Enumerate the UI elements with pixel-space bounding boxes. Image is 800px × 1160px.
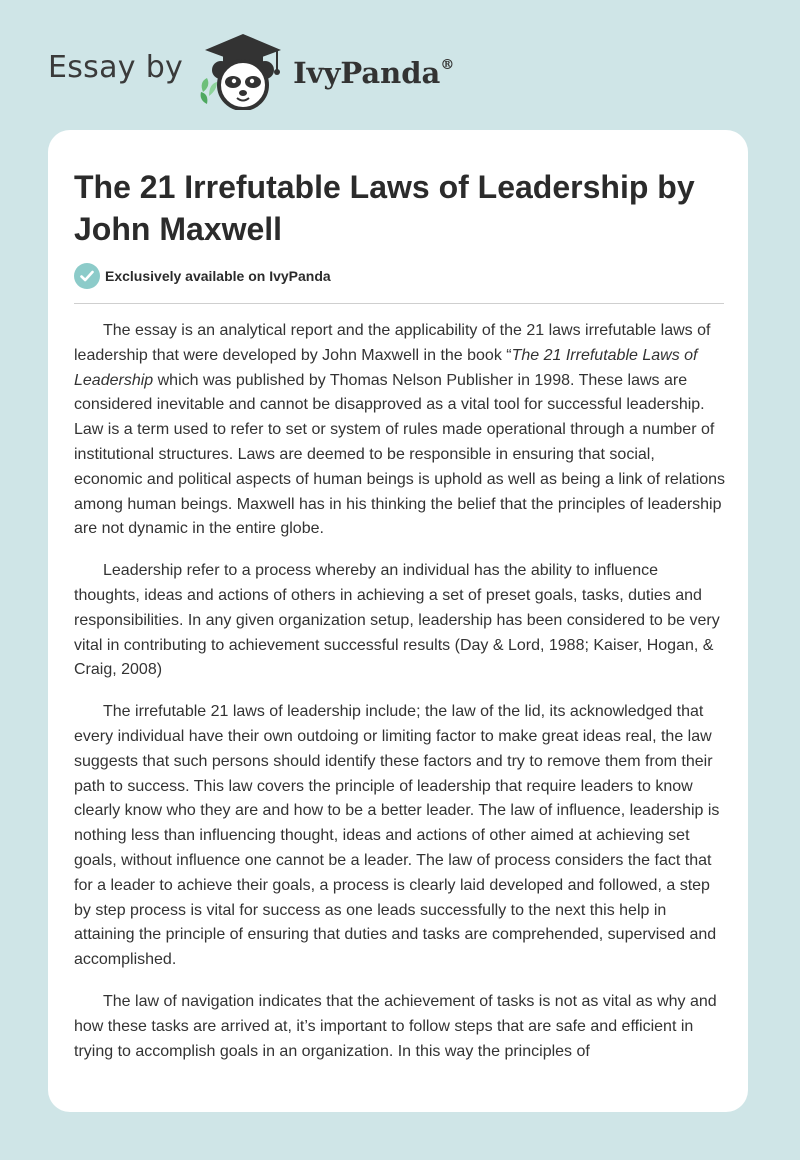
essay-title: The 21 Irrefutable Laws of Leadership by John Maxwell [74,169,695,247]
panda-logo-icon[interactable] [197,30,289,110]
paragraph-4: The law of navigation indicates that the achievement of tasks is not as vital as why and how these tasks are arrived at, it’s important to follow steps that are safe and efficient in trying to accomplish goals in an organization. In this way the principles of [74,992,717,1060]
paragraph-1: The essay is an analytical report and the applicability of the 21 laws irrefutable laws of leadership that were developed by John Maxwell in the book “The 21 Irrefutable Laws of Leadership which was published by Thomas Nelson Publisher in 1998. These laws are considered inevitable and cannot be disapproved as a vital tool for successful leadership. Law is a term used to refer to set or system of rules made operational through a number of institutional structures. Laws are deemed to be responsible in ensuring that social, economic and political aspects of human beings is uphold as well as being a link of relations among human beings. Maxwell has in his thinking the belief that the principles of leadership are not dynamic in the entire globe. [74,322,726,538]
brand-name: IvyPanda® [293,56,455,90]
essay-by-label: Essay by [48,49,184,85]
title-divider [74,303,724,304]
registered-mark: ® [440,57,455,73]
essay-body [74,319,726,1081]
site-header [48,30,454,110]
exclusive-badge-label: Exclusively available on IvyPanda [105,268,331,284]
check-circle-icon [74,263,100,289]
exclusive-badge [74,263,331,289]
essay-card [48,130,748,1112]
book-title-italic: The 21 Irrefutable Laws of Leadership [74,346,698,389]
paragraph-3: The irrefutable 21 laws of leadership include; the law of the lid, its acknowledged that every individual have their own outdoing or limiting factor to make great ideas real, the law suggests that such persons should identify these factors and try to remove them from their path to success. This law covers the principle of leadership that require leaders to know clearly know who they are and how to be a better leader. The law of influence, leadership is nothing less than influencing thought, ideas and actions of other aimed at achieving set goals, without influence one cannot be a leader. The law of process considers the fact that for a leader to achieve their goals, a process is clearly laid developed and followed, a step by step process is vital for success as one leads successfully to the next this help in attaining the principle of ensuring that duties and tasks are comprehended, supervised and accomplished. [74,703,720,969]
paragraph-2: Leadership refer to a process whereby an individual has the ability to influence thoughts, ideas and actions of others in achieving a set of preset goals, tasks, duties and responsibilities. In any given organization setup, leadership has been considered to be very vital in contributing to achievement successful results (Day & Lord, 1988; Kaiser, Hogan, & Craig, 2008) [74,562,720,679]
